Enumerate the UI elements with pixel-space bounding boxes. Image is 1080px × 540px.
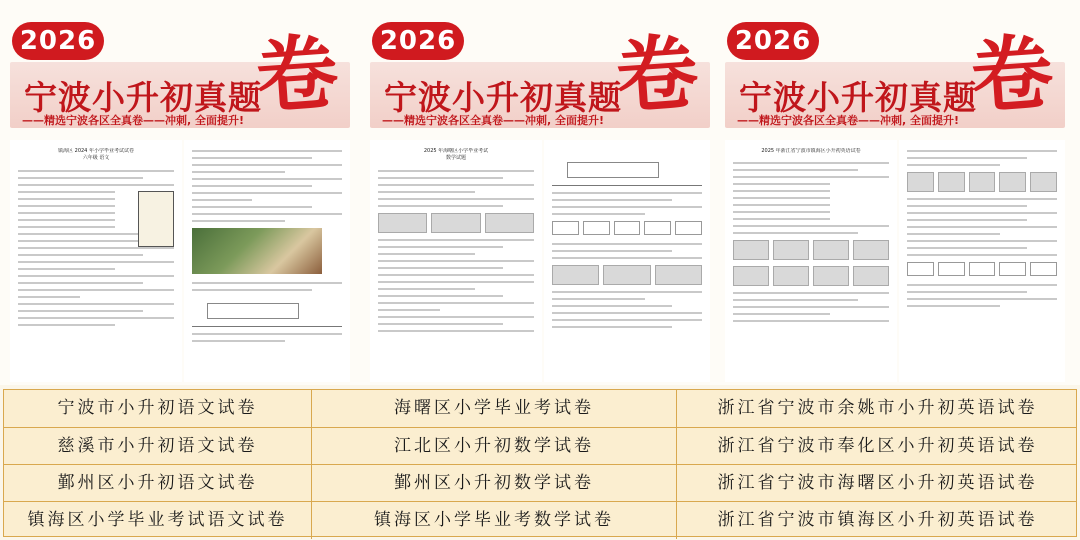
paper-subtitle: 六年级 语文 bbox=[82, 155, 110, 161]
paper-list-table bbox=[3, 389, 1077, 537]
preview-panel-math[interactable] bbox=[370, 0, 710, 385]
paper-page-right bbox=[544, 140, 710, 382]
banner-subtitle: ——精选宁波各区全真卷——冲刺, 全面提升! bbox=[737, 114, 960, 127]
table-cell[interactable]: 鄞州区小升初语文试卷 bbox=[57, 473, 258, 493]
table-row bbox=[4, 390, 1076, 427]
table-row bbox=[4, 464, 1076, 501]
banner-title: 宁波小升初真题 bbox=[739, 78, 977, 117]
banner-title: 宁波小升初真题 bbox=[24, 78, 262, 117]
table-cell[interactable]: 镇海区小学毕业考数学试卷 bbox=[311, 502, 676, 539]
table-row bbox=[4, 427, 1076, 464]
picture-row bbox=[907, 172, 1057, 192]
paper-page-left bbox=[370, 140, 542, 382]
preview-panel-chinese[interactable] bbox=[10, 0, 350, 385]
paper-page-right bbox=[899, 140, 1065, 382]
paper-body bbox=[192, 150, 342, 374]
paper-diagram bbox=[552, 156, 702, 186]
promo-banner bbox=[10, 20, 350, 130]
table-cell[interactable]: 鄞州区小升初数学试卷 bbox=[311, 465, 676, 502]
table-cell[interactable]: 慈溪市小升初语文试卷 bbox=[57, 436, 258, 456]
banner-big-character: 卷 bbox=[612, 24, 702, 126]
paper-page-left bbox=[725, 140, 897, 382]
picture-row bbox=[733, 266, 889, 286]
paper-page-left bbox=[10, 140, 182, 382]
paper-body bbox=[18, 170, 174, 374]
paper-diagram bbox=[192, 297, 342, 327]
year-badge: 2026 bbox=[727, 22, 819, 60]
paper-title: 镇海区 2024 年小学毕业考试试卷 bbox=[58, 148, 134, 154]
table-row bbox=[4, 501, 1076, 538]
table-cell[interactable]: 海曙区小学毕业考试卷 bbox=[311, 390, 676, 427]
table-cell[interactable]: 浙江省宁波市余姚市小升初英语试卷 bbox=[676, 390, 1078, 427]
paper-body bbox=[378, 170, 534, 374]
banner-big-character: 卷 bbox=[252, 24, 342, 126]
answer-box-row bbox=[907, 262, 1057, 276]
table-cell[interactable]: 浙江省宁波市海曙区小升初英语试卷 bbox=[676, 465, 1078, 502]
banner-subtitle: ——精选宁波各区全真卷——冲刺, 全面提升! bbox=[22, 114, 245, 127]
paper-body bbox=[552, 150, 702, 374]
promo-banner bbox=[725, 20, 1065, 130]
garden-photo bbox=[192, 228, 322, 274]
calligraphy-stamp-image bbox=[138, 191, 174, 247]
paper-subtitle: 数学试题 bbox=[445, 155, 466, 161]
paper-body bbox=[907, 150, 1057, 374]
table-cell[interactable]: 江北区小升初数学试卷 bbox=[311, 428, 676, 465]
table-cell[interactable]: 浙江省宁波市奉化区小升初英语试卷 bbox=[676, 428, 1078, 465]
figure-row bbox=[552, 265, 702, 285]
banner-title: 宁波小升初真题 bbox=[384, 78, 622, 117]
paper-title: 2025 年海曙区小学毕业考试 bbox=[423, 148, 489, 154]
preview-panel-english[interactable] bbox=[725, 0, 1065, 385]
figure-row bbox=[378, 213, 534, 233]
cube-net-grid bbox=[552, 221, 702, 235]
paper-body bbox=[733, 162, 889, 374]
paper-title: 2025 年浙江省宁波市镇海区小升初英语试卷 bbox=[761, 148, 861, 154]
table-cell[interactable]: 宁波市小升初语文试卷 bbox=[57, 398, 258, 418]
year-badge: 2026 bbox=[12, 22, 104, 60]
year-badge: 2026 bbox=[372, 22, 464, 60]
table-cell[interactable]: 浙江省宁波市镇海区小升初英语试卷 bbox=[676, 502, 1078, 539]
picture-row bbox=[733, 240, 889, 260]
banner-subtitle: ——精选宁波各区全真卷——冲刺, 全面提升! bbox=[382, 114, 605, 127]
promo-banner bbox=[370, 20, 710, 130]
table-cell[interactable]: 镇海区小学毕业考试语文试卷 bbox=[27, 510, 288, 530]
paper-page-right bbox=[184, 140, 350, 382]
banner-big-character: 卷 bbox=[967, 24, 1057, 126]
